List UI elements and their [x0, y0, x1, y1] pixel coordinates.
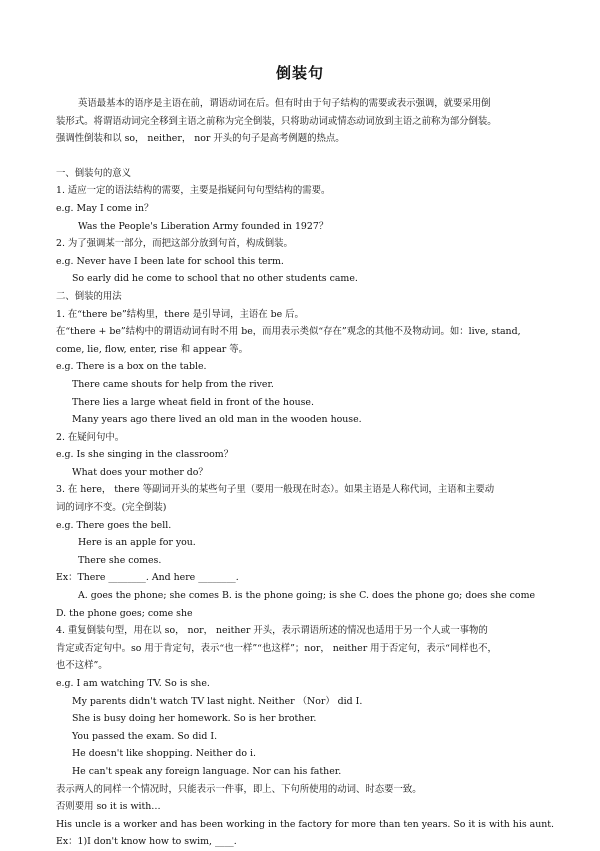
text-line: What does your mother do？: [72, 466, 208, 478]
text-line: e.g. I am watching TV. So is she.: [56, 678, 210, 689]
text-line: 3. 在 here， there 等副词开头的某些句子里（要用一般现在时态）。如果主语是人称代词，主语和主要动: [56, 484, 495, 496]
document-body: [56, 95, 555, 851]
text-line: Ex：1)I don't know how to swim, ____.: [56, 836, 237, 848]
text-line: My parents didn't watch TV last night. Neither （Nor） did I.: [72, 695, 363, 707]
text-line: 装形式。将谓语动词完全移到主语之前称为完全倒装，只将助动词或情态动词放到主语之前称为部分倒装。: [56, 115, 497, 127]
text-line: She is busy doing her homework. So is her brother.: [72, 713, 317, 725]
text-line: He can't speak any foreign language. Nor can his father.: [72, 765, 342, 777]
paragraph-gap: [56, 148, 544, 165]
text-line: There came shouts for help from the river.: [72, 378, 274, 390]
text-line: D. the phone goes; come she: [56, 607, 193, 619]
text-line: 否则要用 so it is with…: [56, 801, 161, 813]
text-line: e.g. There is a box on the table.: [56, 361, 207, 373]
text-line: 二、倒装的用法: [56, 290, 122, 302]
text-line: 一、倒装句的意义: [56, 167, 132, 179]
text-line: 在“there + be”结构中的谓语动词有时不用 be，而用表示类似“存在”观念的其他不及物动词。如：live, stand,: [56, 326, 521, 338]
text-line: e.g. Never have I been late for school this term.: [56, 255, 284, 267]
text-line: 英语最基本的语序是主语在前，谓语动词在后。但有时由于句子结构的需要或表示强调，就要采用倒: [78, 98, 491, 109]
text-line: Many years ago there lived an old man in the wooden house.: [72, 414, 362, 426]
text-line: You passed the exam. So did I.: [72, 730, 218, 742]
text-line: A. goes the phone; she comes B. is the phone going; is she C. does the phone go; does she come: [78, 590, 536, 602]
text-line: 词的词序不变。(完全倒装): [56, 502, 167, 514]
text-line: 也不这样”。: [56, 660, 108, 672]
text-line: 强调性倒装和以 so， neither， nor 开头的句子是高考例题的热点。: [56, 133, 345, 145]
text-line: e.g. Is she singing in the classroom？: [56, 449, 234, 461]
text-line: come, lie, flow, enter, rise 和 appear 等。: [56, 343, 248, 355]
text-line: So early did he come to school that no other students came.: [72, 273, 358, 285]
text-line: 2. 为了强调某一部分，而把这部分放到句首，构成倒装。: [56, 238, 293, 250]
text-line: 2. 在疑问句中。: [56, 431, 125, 443]
text-line: 表示两人的同样一个情况时，只能表示一件事，即上、下句所使用的动词、时态要一致。: [56, 783, 422, 795]
text-line: Ex：There ________. And here ________.: [56, 572, 239, 584]
text-line: e.g. May I come in？: [56, 202, 154, 214]
text-line: 1. 在“there be”结构里，there 是引导词，主语在 be 后。: [56, 308, 304, 320]
text-line: 肯定或否定句中。so 用于肯定句，表示“也一样”“也这样”；nor， neither 用于否定句，表示“同样也不，: [56, 642, 497, 654]
text-line: 1. 适应一定的语法结构的需要，主要是指疑问句句型结构的需要。: [56, 185, 331, 197]
text-line: There she comes.: [78, 554, 162, 566]
text-line: e.g. There goes the bell.: [56, 519, 172, 531]
text-line: 4. 重复倒装句型，用在以 so， nor， neither 开头，表示谓语所述的情况也适用于另一个人或一事物的: [56, 625, 488, 637]
text-line: There lies a large wheat field in front of the house.: [72, 396, 314, 408]
text-line: He doesn't like shopping. Neither do i.: [72, 748, 256, 760]
text-line: Here is an apple for you.: [78, 537, 196, 549]
text-line: Was the People's Liberation Army founded in 1927？: [78, 220, 329, 232]
page-title: 倒装句: [275, 64, 324, 82]
text-line: His uncle is a worker and has been working in the factory for more than ten years. So it is with his aunt.: [56, 818, 555, 830]
